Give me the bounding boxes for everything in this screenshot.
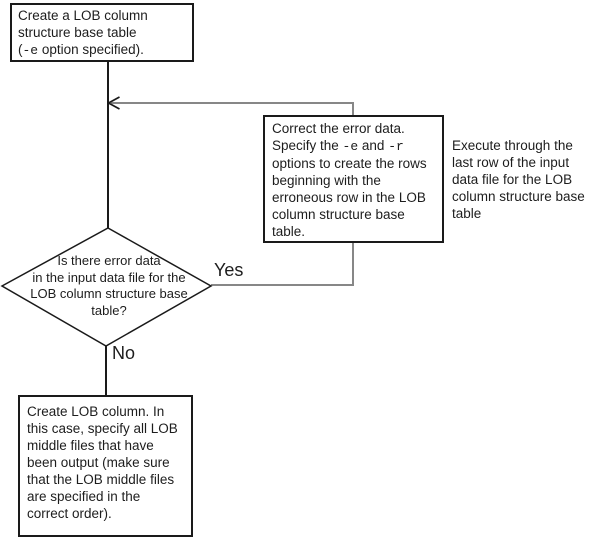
create-base-table-node (10, 3, 194, 62)
loopback-connector-horizontal (111, 102, 353, 104)
correct-error-data-text: Correct the error data. Specify the -e and -r options to create the rows beginning with the erroneous row in the LOB column structure base table. (272, 121, 427, 239)
yes-branch-horizontal (211, 284, 354, 286)
create-lob-column-text: Create LOB column. In this case, specify all LOB middle files that have been output (make sure that the LOB middle files are specified in the correct order). (27, 404, 178, 521)
yes-branch-label: Yes (214, 260, 244, 280)
correct-error-data-node (263, 115, 444, 243)
create-lob-column-node (18, 395, 193, 537)
left-arrowhead-icon (107, 96, 121, 110)
connector-topbox-to-decision (107, 61, 109, 230)
no-branch-connector (105, 346, 107, 395)
error-data-decision-text: Is there error data in the input data file for the LOB column structure base table? (30, 253, 188, 318)
execute-through-note: Execute through the last row of the input data file for the LOB column structure base table (452, 138, 585, 221)
create-base-table-text: Create a LOB column structure base table (-e option specified). (18, 8, 148, 58)
loopback-connector-drop (352, 102, 354, 116)
yes-branch-rise (352, 242, 354, 286)
no-branch-label: No (112, 343, 136, 363)
